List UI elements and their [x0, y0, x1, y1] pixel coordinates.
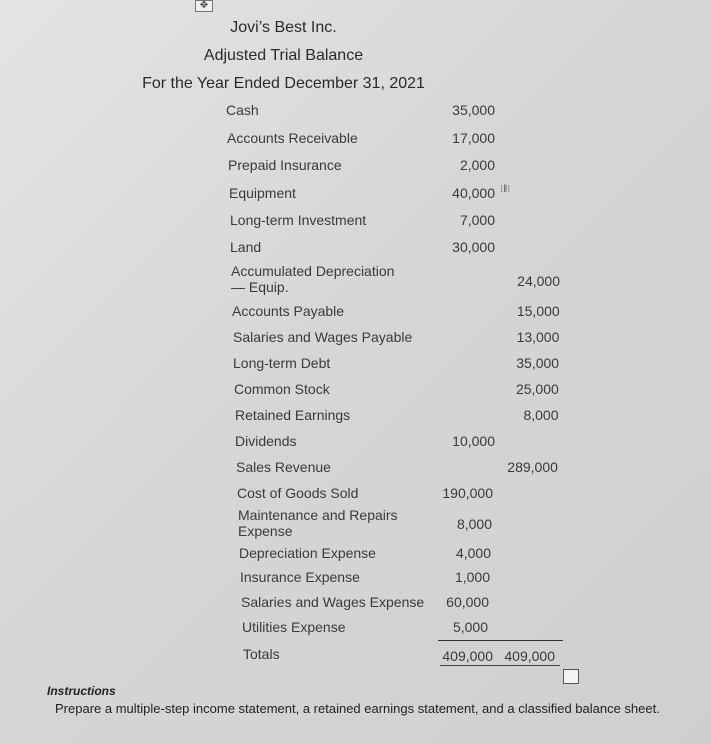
- account-name: Long-term Investment: [230, 212, 367, 228]
- debit-amount: 17,000: [452, 130, 495, 146]
- debit-amount: 190,000: [442, 485, 493, 501]
- instructions-text: Prepare a multiple-step income statement, a retained earnings statement, and a classified balance sheet.: [55, 701, 660, 716]
- account-name: Common Stock: [234, 381, 330, 397]
- debit-amount: 5,000: [452, 619, 488, 635]
- debit-amount: 8,000: [456, 516, 492, 532]
- account-name: Prepaid Insurance: [228, 157, 342, 173]
- debit-amount: 60,000: [446, 594, 489, 610]
- totals-debit: 409,000: [442, 648, 493, 664]
- debit-amount: 2,000: [459, 157, 495, 173]
- report-title: Adjusted Trial Balance: [203, 47, 364, 64]
- totals-bottom-rule: [440, 665, 560, 666]
- account-name: Dividends: [235, 433, 297, 449]
- account-name: Retained Earnings: [235, 407, 351, 423]
- account-name: Accounts Receivable: [227, 130, 358, 146]
- debit-amount: 7,000: [459, 212, 495, 228]
- account-name: Utilities Expense: [242, 619, 346, 635]
- company-name: Jovi’s Best Inc.: [230, 19, 337, 36]
- account-name: Depreciation Expense: [239, 545, 376, 561]
- account-name: Accounts Payable: [232, 303, 345, 319]
- account-name: Long-term Debt: [233, 355, 331, 371]
- totals-label: Totals: [243, 646, 280, 662]
- account-name: Equipment: [229, 185, 296, 201]
- debit-amount: 35,000: [452, 102, 495, 118]
- debit-amount: 10,000: [452, 433, 495, 449]
- account-name: Salaries and Wages Expense: [241, 594, 425, 610]
- credit-amount: 289,000: [507, 459, 558, 475]
- report-period: For the Year Ended December 31, 2021: [142, 75, 425, 92]
- credit-amount: 35,000: [516, 355, 560, 371]
- debit-amount: 4,000: [455, 545, 491, 561]
- account-name: Land: [230, 239, 262, 255]
- instructions-heading: Instructions: [47, 684, 116, 698]
- debit-amount: 40,000: [452, 185, 495, 201]
- account-name: Accumulated Depreciation— Equip.: [231, 263, 395, 295]
- account-name: Sales Revenue: [236, 459, 331, 475]
- account-name: Insurance Expense: [240, 569, 360, 585]
- debit-amount: 30,000: [452, 239, 495, 255]
- debit-amount: 1,000: [454, 569, 490, 585]
- totals-top-rule: [438, 640, 563, 641]
- account-name: Maintenance and Repairs Expense: [238, 507, 398, 539]
- account-name: Cost of Goods Sold: [237, 485, 359, 501]
- totals-credit: 409,000: [504, 648, 555, 664]
- credit-amount: 15,000: [516, 303, 560, 319]
- move-handle-icon[interactable]: ✥: [195, 0, 213, 12]
- checkbox[interactable]: [563, 669, 579, 684]
- credit-amount: 8,000: [523, 407, 559, 423]
- credit-amount: 13,000: [516, 329, 560, 345]
- credit-amount: 25,000: [515, 381, 559, 397]
- credit-amount: 24,000: [517, 273, 560, 289]
- account-name: Cash: [226, 102, 259, 118]
- resize-cursor-icon: ⁝‖⁝: [500, 184, 511, 195]
- account-name: Salaries and Wages Payable: [233, 329, 413, 345]
